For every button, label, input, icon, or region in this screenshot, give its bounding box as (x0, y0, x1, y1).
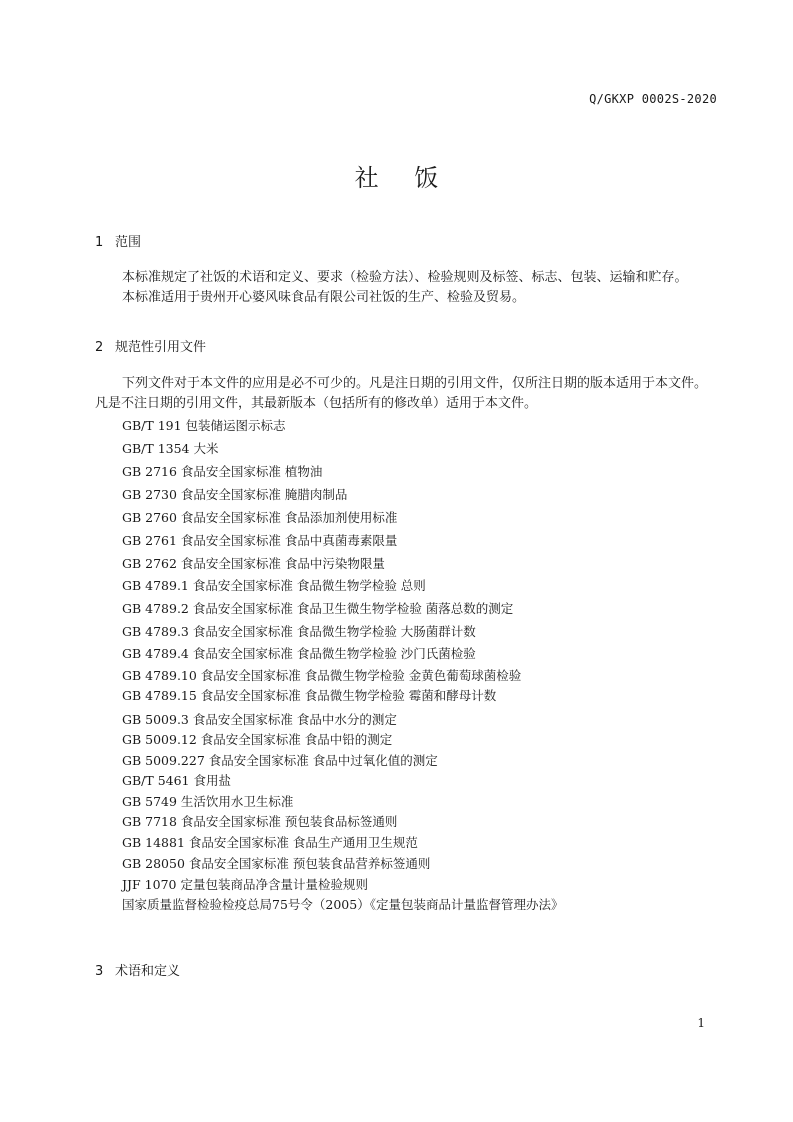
reference-item: GB 2761 食品安全国家标准 食品中真菌毒素限量 (122, 533, 398, 548)
reference-item: GB/T 1354 大米 (122, 441, 219, 456)
reference-item: GB 4789.10 食品安全国家标准 食品微生物学检验 金黄色葡萄球菌检验 (122, 668, 522, 683)
reference-item: GB 2762 食品安全国家标准 食品中污染物限量 (122, 556, 385, 571)
reference-item: JJF 1070 定量包装商品净含量计量检验规则 (122, 877, 368, 892)
section-number: 2 (95, 340, 104, 355)
section-number: 1 (95, 235, 104, 250)
reference-item: GB 5749 生活饮用水卫生标准 (122, 794, 294, 809)
reference-item: GB/T 191 包装储运图示标志 (122, 418, 286, 433)
section-number: 3 (95, 964, 104, 979)
document-title: 社 饭 (354, 164, 453, 192)
scope-paragraph: 本标准适用于贵州开心婆风味食品有限公司社饭的生产、检验及贸易。 (122, 290, 526, 305)
section-heading-scope (95, 231, 141, 250)
reference-item: GB 14881 食品安全国家标准 食品生产通用卫生规范 (122, 835, 418, 850)
scope-paragraph: 本标准规定了社饭的术语和定义、要求（检验方法）、检验规则及标签、标志、包装、运输和贮存。 (122, 270, 688, 285)
section-title: 规范性引用文件 (115, 340, 207, 355)
reference-item: GB/T 5461 食用盐 (122, 773, 231, 788)
section-title: 范围 (115, 235, 142, 250)
reference-item: GB 4789.2 食品安全国家标准 食品卫生微生物学检验 菌落总数的测定 (122, 601, 514, 616)
reference-item: GB 4789.15 食品安全国家标准 食品微生物学检验 霉菌和酵母计数 (122, 688, 497, 703)
reference-item: 国家质量监督检验检疫总局75号令（2005）《定量包装商品计量监督管理办法》 (122, 897, 564, 912)
page-number: 1 (697, 1016, 705, 1030)
reference-item: GB 2730 食品安全国家标准 腌腊肉制品 (122, 487, 348, 502)
section-heading-normative-references (95, 336, 206, 355)
reference-item: GB 28050 食品安全国家标准 预包装食品营养标签通则 (122, 856, 431, 871)
section-title: 术语和定义 (115, 964, 181, 979)
scope-text (95, 268, 717, 308)
normative-intro-paragraph: 下列文件对于本文件的应用是必不可少的。凡是注日期的引用文件，仅所注日期的版本适用于本文件。凡是不注日期的引用文件，其最新版本（包括所有的修改单）适用于本文件。 (95, 376, 708, 411)
reference-item: GB 2760 食品安全国家标准 食品添加剂使用标准 (122, 510, 398, 525)
reference-item: GB 4789.4 食品安全国家标准 食品微生物学检验 沙门氏菌检验 (122, 646, 476, 661)
reference-item: GB 4789.3 食品安全国家标准 食品微生物学检验 大肠菌群计数 (122, 624, 476, 639)
reference-item: GB 4789.1 食品安全国家标准 食品微生物学检验 总则 (122, 578, 426, 593)
reference-item: GB 2716 食品安全国家标准 植物油 (122, 464, 323, 479)
document-code: Q/GKXP 0002S-2020 (589, 92, 717, 106)
section-heading-terms-definitions (95, 960, 180, 979)
normative-intro-text (95, 374, 717, 414)
reference-item: GB 5009.3 食品安全国家标准 食品中水分的测定 (122, 712, 397, 727)
reference-item: GB 7718 食品安全国家标准 预包装食品标签通则 (122, 814, 398, 829)
reference-item: GB 5009.227 食品安全国家标准 食品中过氧化值的测定 (122, 753, 438, 768)
reference-item: GB 5009.12 食品安全国家标准 食品中铅的测定 (122, 732, 393, 747)
